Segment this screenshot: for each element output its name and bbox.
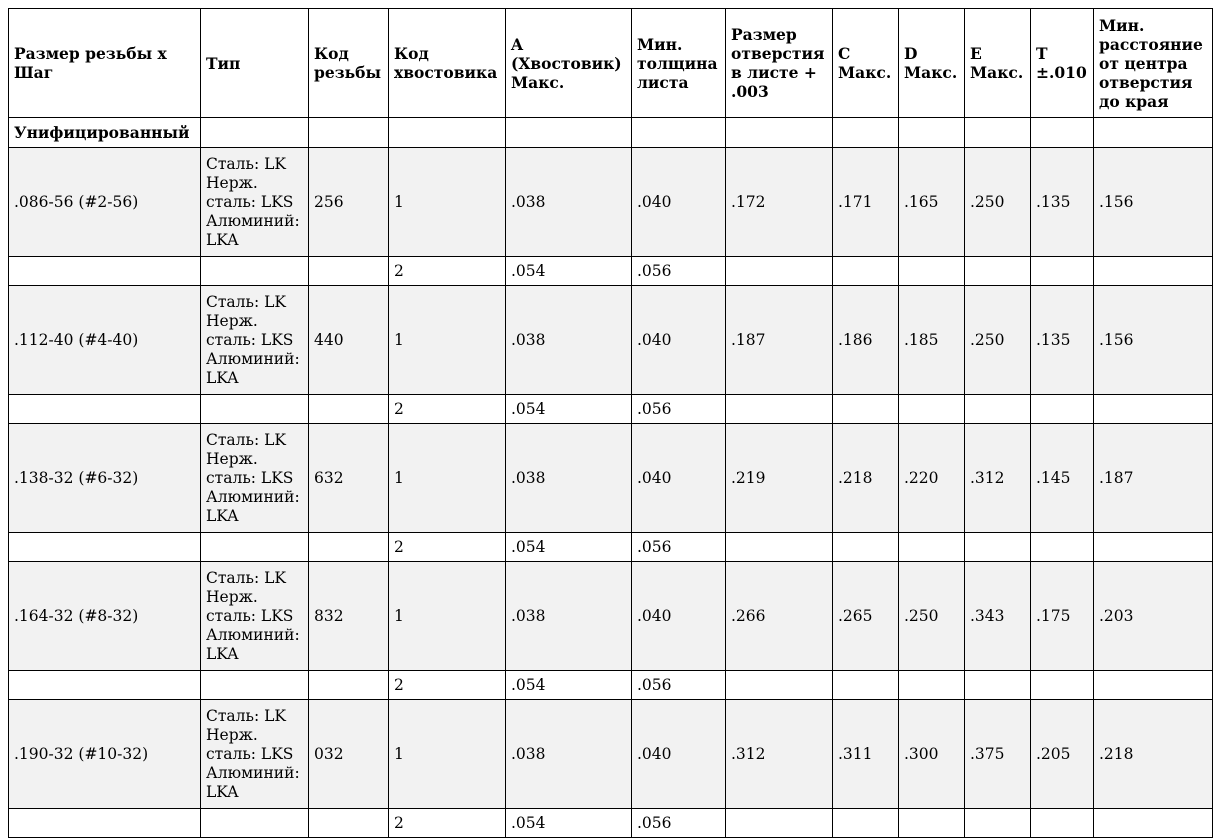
empty-cell [9, 809, 201, 838]
a-max: .054 [506, 671, 632, 700]
thread-code: 632 [309, 424, 389, 533]
material-type-line: сталь: LKS [206, 744, 294, 763]
empty-cell [1031, 809, 1094, 838]
c-max: .171 [833, 148, 899, 257]
shank-code: 1 [389, 424, 506, 533]
t-value: .205 [1031, 700, 1094, 809]
d-max: .250 [899, 562, 965, 671]
a-max: .038 [506, 286, 632, 395]
header-shank-code: Код хвостовика [389, 9, 506, 118]
material-type-line: Алюминий: [206, 349, 300, 368]
material-type [201, 700, 309, 809]
material-type-line: Нерж. [206, 173, 258, 192]
empty-cell [899, 257, 965, 286]
hole-size: .266 [726, 562, 833, 671]
min-sheet: .040 [632, 286, 726, 395]
min-edge: .203 [1094, 562, 1213, 671]
empty-cell [1094, 809, 1213, 838]
material-type-line: Алюминий: [206, 625, 300, 644]
empty-cell [1094, 533, 1213, 562]
material-type-line: сталь: LKS [206, 330, 294, 349]
empty-cell [309, 533, 389, 562]
table-subrow [9, 809, 1213, 838]
t-value: .175 [1031, 562, 1094, 671]
t-value: .135 [1031, 148, 1094, 257]
empty-cell [1094, 395, 1213, 424]
empty-cell [201, 533, 309, 562]
empty-cell [1031, 257, 1094, 286]
thread-size: .190-32 (#10-32) [9, 700, 201, 809]
e-max: .343 [965, 562, 1031, 671]
min-sheet: .056 [632, 257, 726, 286]
empty-cell [965, 395, 1031, 424]
table-row [9, 286, 1213, 395]
d-max: .300 [899, 700, 965, 809]
min-edge: .187 [1094, 424, 1213, 533]
empty-cell [726, 809, 833, 838]
table-subrow [9, 533, 1213, 562]
empty-cell [9, 671, 201, 700]
thread-size: .086-56 (#2-56) [9, 148, 201, 257]
header-d-max: D Макс. [899, 9, 965, 118]
empty-cell [201, 257, 309, 286]
table-row [9, 424, 1213, 533]
material-type-line: LKA [206, 506, 239, 525]
header-row [9, 9, 1213, 118]
a-max: .054 [506, 257, 632, 286]
table-row [9, 148, 1213, 257]
shank-code: 1 [389, 562, 506, 671]
empty-cell [833, 671, 899, 700]
material-type-line: Нерж. [206, 725, 258, 744]
c-max: .265 [833, 562, 899, 671]
empty-cell [965, 671, 1031, 700]
c-max: .218 [833, 424, 899, 533]
empty-cell [309, 395, 389, 424]
thread-size: .112-40 (#4-40) [9, 286, 201, 395]
empty-cell [899, 533, 965, 562]
material-type-line: LKA [206, 368, 239, 387]
empty-cell [201, 671, 309, 700]
empty-cell [309, 257, 389, 286]
empty-cell [1031, 533, 1094, 562]
material-type-line: Сталь: LK [206, 154, 286, 173]
table-row [9, 562, 1213, 671]
a-max: .038 [506, 148, 632, 257]
empty-cell [9, 257, 201, 286]
header-a-max: A (Хвостовик) Макс. [506, 9, 632, 118]
min-sheet: .040 [632, 148, 726, 257]
d-max: .185 [899, 286, 965, 395]
header-min-sheet: Мин. толщина листа [632, 9, 726, 118]
empty-cell [726, 533, 833, 562]
e-max: .312 [965, 424, 1031, 533]
thread-size: .164-32 (#8-32) [9, 562, 201, 671]
shank-code: 2 [389, 671, 506, 700]
empty-cell [965, 257, 1031, 286]
t-value: .145 [1031, 424, 1094, 533]
min-edge: .156 [1094, 286, 1213, 395]
hole-size: .172 [726, 148, 833, 257]
a-max: .038 [506, 700, 632, 809]
empty-cell [201, 395, 309, 424]
c-max: .311 [833, 700, 899, 809]
material-type-line: LKA [206, 230, 239, 249]
empty-cell [1031, 671, 1094, 700]
empty-cell [1094, 671, 1213, 700]
table-subrow [9, 395, 1213, 424]
section-label: Унифицированный [9, 118, 201, 148]
section-row [9, 118, 1213, 148]
material-type-line: Алюминий: [206, 763, 300, 782]
shank-code: 2 [389, 257, 506, 286]
material-type-line: LKA [206, 644, 239, 663]
empty-cell [9, 395, 201, 424]
a-max: .054 [506, 395, 632, 424]
empty-cell [726, 257, 833, 286]
material-type [201, 424, 309, 533]
fastener-spec-table [8, 8, 1213, 838]
a-max: .038 [506, 562, 632, 671]
material-type-line: Нерж. [206, 587, 258, 606]
c-max: .186 [833, 286, 899, 395]
t-value: .135 [1031, 286, 1094, 395]
d-max: .165 [899, 148, 965, 257]
material-type-line: LKA [206, 782, 239, 801]
empty-cell [1031, 395, 1094, 424]
empty-cell [309, 809, 389, 838]
thread-code: 032 [309, 700, 389, 809]
min-sheet: .056 [632, 809, 726, 838]
empty-cell [726, 395, 833, 424]
empty-cell [201, 809, 309, 838]
e-max: .250 [965, 286, 1031, 395]
header-c-max: C Макс. [833, 9, 899, 118]
min-sheet: .040 [632, 424, 726, 533]
material-type-line: Сталь: LK [206, 568, 286, 587]
min-sheet: .056 [632, 395, 726, 424]
material-type-line: сталь: LKS [206, 606, 294, 625]
a-max: .054 [506, 809, 632, 838]
d-max: .220 [899, 424, 965, 533]
empty-cell [833, 809, 899, 838]
shank-code: 1 [389, 286, 506, 395]
hole-size: .187 [726, 286, 833, 395]
empty-cell [899, 671, 965, 700]
material-type [201, 286, 309, 395]
material-type-line: сталь: LKS [206, 468, 294, 487]
empty-cell [965, 533, 1031, 562]
material-type-line: Сталь: LK [206, 292, 286, 311]
empty-cell [309, 671, 389, 700]
empty-cell [833, 257, 899, 286]
header-thread-size: Размер резьбы х Шаг [9, 9, 201, 118]
min-sheet: .056 [632, 671, 726, 700]
empty-cell [833, 395, 899, 424]
shank-code: 2 [389, 809, 506, 838]
header-thread-code: Код резьбы [309, 9, 389, 118]
shank-code: 2 [389, 395, 506, 424]
e-max: .250 [965, 148, 1031, 257]
empty-cell [833, 533, 899, 562]
thread-code: 440 [309, 286, 389, 395]
empty-cell [9, 533, 201, 562]
table-subrow [9, 671, 1213, 700]
empty-cell [965, 809, 1031, 838]
thread-code: 256 [309, 148, 389, 257]
material-type-line: Сталь: LK [206, 430, 286, 449]
header-t: T ±.010 [1031, 9, 1094, 118]
empty-cell [899, 809, 965, 838]
hole-size: .312 [726, 700, 833, 809]
material-type-line: Нерж. [206, 311, 258, 330]
min-edge: .156 [1094, 148, 1213, 257]
material-type-line: сталь: LKS [206, 192, 294, 211]
min-edge: .218 [1094, 700, 1213, 809]
thread-size: .138-32 (#6-32) [9, 424, 201, 533]
a-max: .038 [506, 424, 632, 533]
min-sheet: .040 [632, 562, 726, 671]
shank-code: 2 [389, 533, 506, 562]
material-type-line: Алюминий: [206, 211, 300, 230]
header-min-edge: Мин. расстояние от центра отверстия до края [1094, 9, 1213, 118]
shank-code: 1 [389, 700, 506, 809]
header-e-max: E Макс. [965, 9, 1031, 118]
a-max: .054 [506, 533, 632, 562]
shank-code: 1 [389, 148, 506, 257]
material-type-line: Алюминий: [206, 487, 300, 506]
header-type: Тип [201, 9, 309, 118]
material-type [201, 562, 309, 671]
material-type-line: Сталь: LK [206, 706, 286, 725]
table-row [9, 700, 1213, 809]
hole-size: .219 [726, 424, 833, 533]
empty-cell [899, 395, 965, 424]
empty-cell [726, 671, 833, 700]
min-sheet: .040 [632, 700, 726, 809]
table-subrow [9, 257, 1213, 286]
material-type [201, 148, 309, 257]
e-max: .375 [965, 700, 1031, 809]
thread-code: 832 [309, 562, 389, 671]
min-sheet: .056 [632, 533, 726, 562]
empty-cell [1094, 257, 1213, 286]
header-hole-size: Размер отверстия в листе + .003 [726, 9, 833, 118]
material-type-line: Нерж. [206, 449, 258, 468]
